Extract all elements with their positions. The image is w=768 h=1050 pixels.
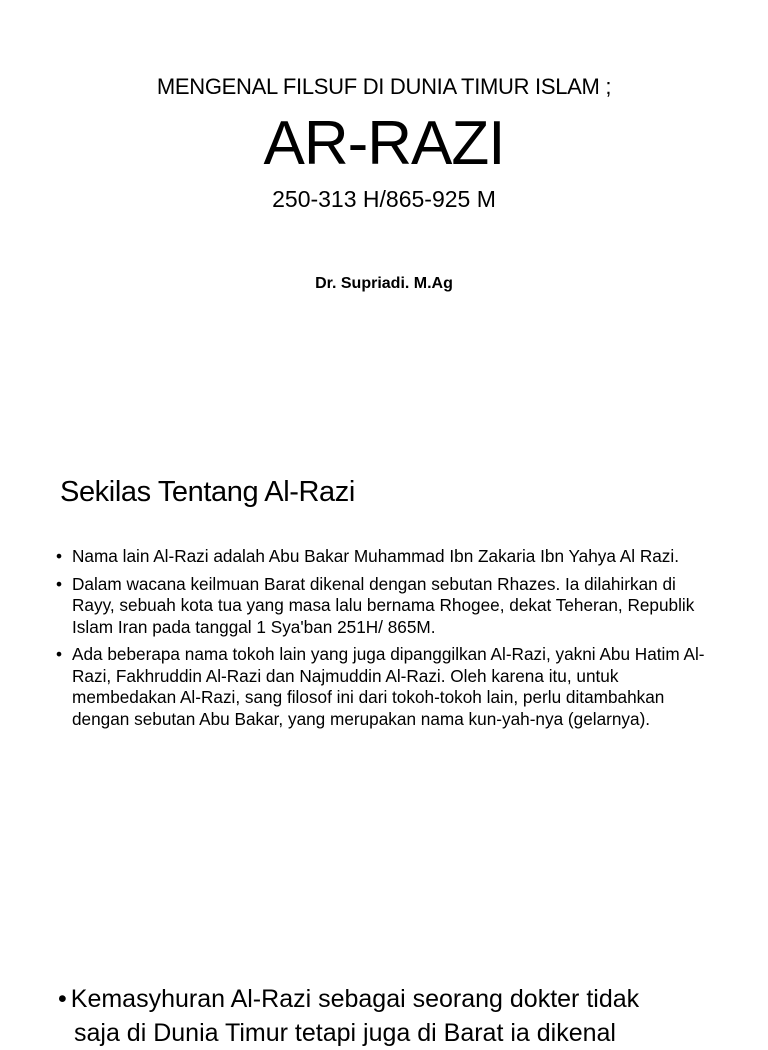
bullet-icon: •: [58, 985, 67, 1013]
slide-author: Dr. Supriadi. M.Ag: [315, 275, 453, 292]
content-slide: [0, 432, 768, 960]
bullet-text: Nama lain Al-Razi adalah Abu Bakar Muhammad Ibn Zakaria Ibn Yahya Al Razi.: [72, 546, 679, 566]
bullet-item: [56, 546, 716, 568]
bullet-item: [56, 574, 716, 639]
bullet-text: Dalam wacana keilmuan Barat dikenal dengan sebutan Rhazes. Ia dilahirkan di Rayy, sebuah kota tua yang masa lalu bernama Rhogee, dekat Teheran, Republik Islam Iran pada tanggal 1 Sya'ban 251H/ 865M.: [72, 573, 695, 637]
slide-pre-title: MENGENAL FILSUF DI DUNIA TIMUR ISLAM ;: [156, 74, 612, 99]
bullet-text: Ada beberapa nama tokoh lain yang juga dipanggilkan Al-Razi, yakni Abu Hatim Al-Razi, Fakhruddin Al-Razi dan Najmuddin Al-Razi. Oleh karena itu, untuk membedakan Al-Razi, sang filosof ini dari tokoh-tokoh lain, perlu ditambahkan dengan sebutan Abu Bakar, yang merupakan nama kun-yah-nya (gelarnya).: [72, 644, 705, 729]
large-bullet-item: [58, 982, 758, 1016]
slide-dates: 250-313 H/865-925 M: [272, 186, 496, 212]
content-slide-partial: [0, 960, 768, 1047]
bullet-icon: •: [56, 546, 63, 566]
bullet-text-continuation: saja di Dunia Timur tetapi juga di Barat ia dikenal: [74, 1019, 616, 1047]
bullet-item: [56, 644, 716, 730]
title-slide: [0, 0, 768, 432]
section-title: Sekilas Tentang Al-Razi: [60, 476, 355, 508]
bullet-text: Kemasyhuran Al-Razi sebagai seorang dokter tidak: [70, 985, 640, 1013]
bullet-icon: •: [56, 644, 63, 664]
bullet-list: [56, 546, 716, 736]
bullet-icon: •: [56, 573, 63, 594]
slide-main-title: AR-RAZI: [263, 109, 505, 178]
